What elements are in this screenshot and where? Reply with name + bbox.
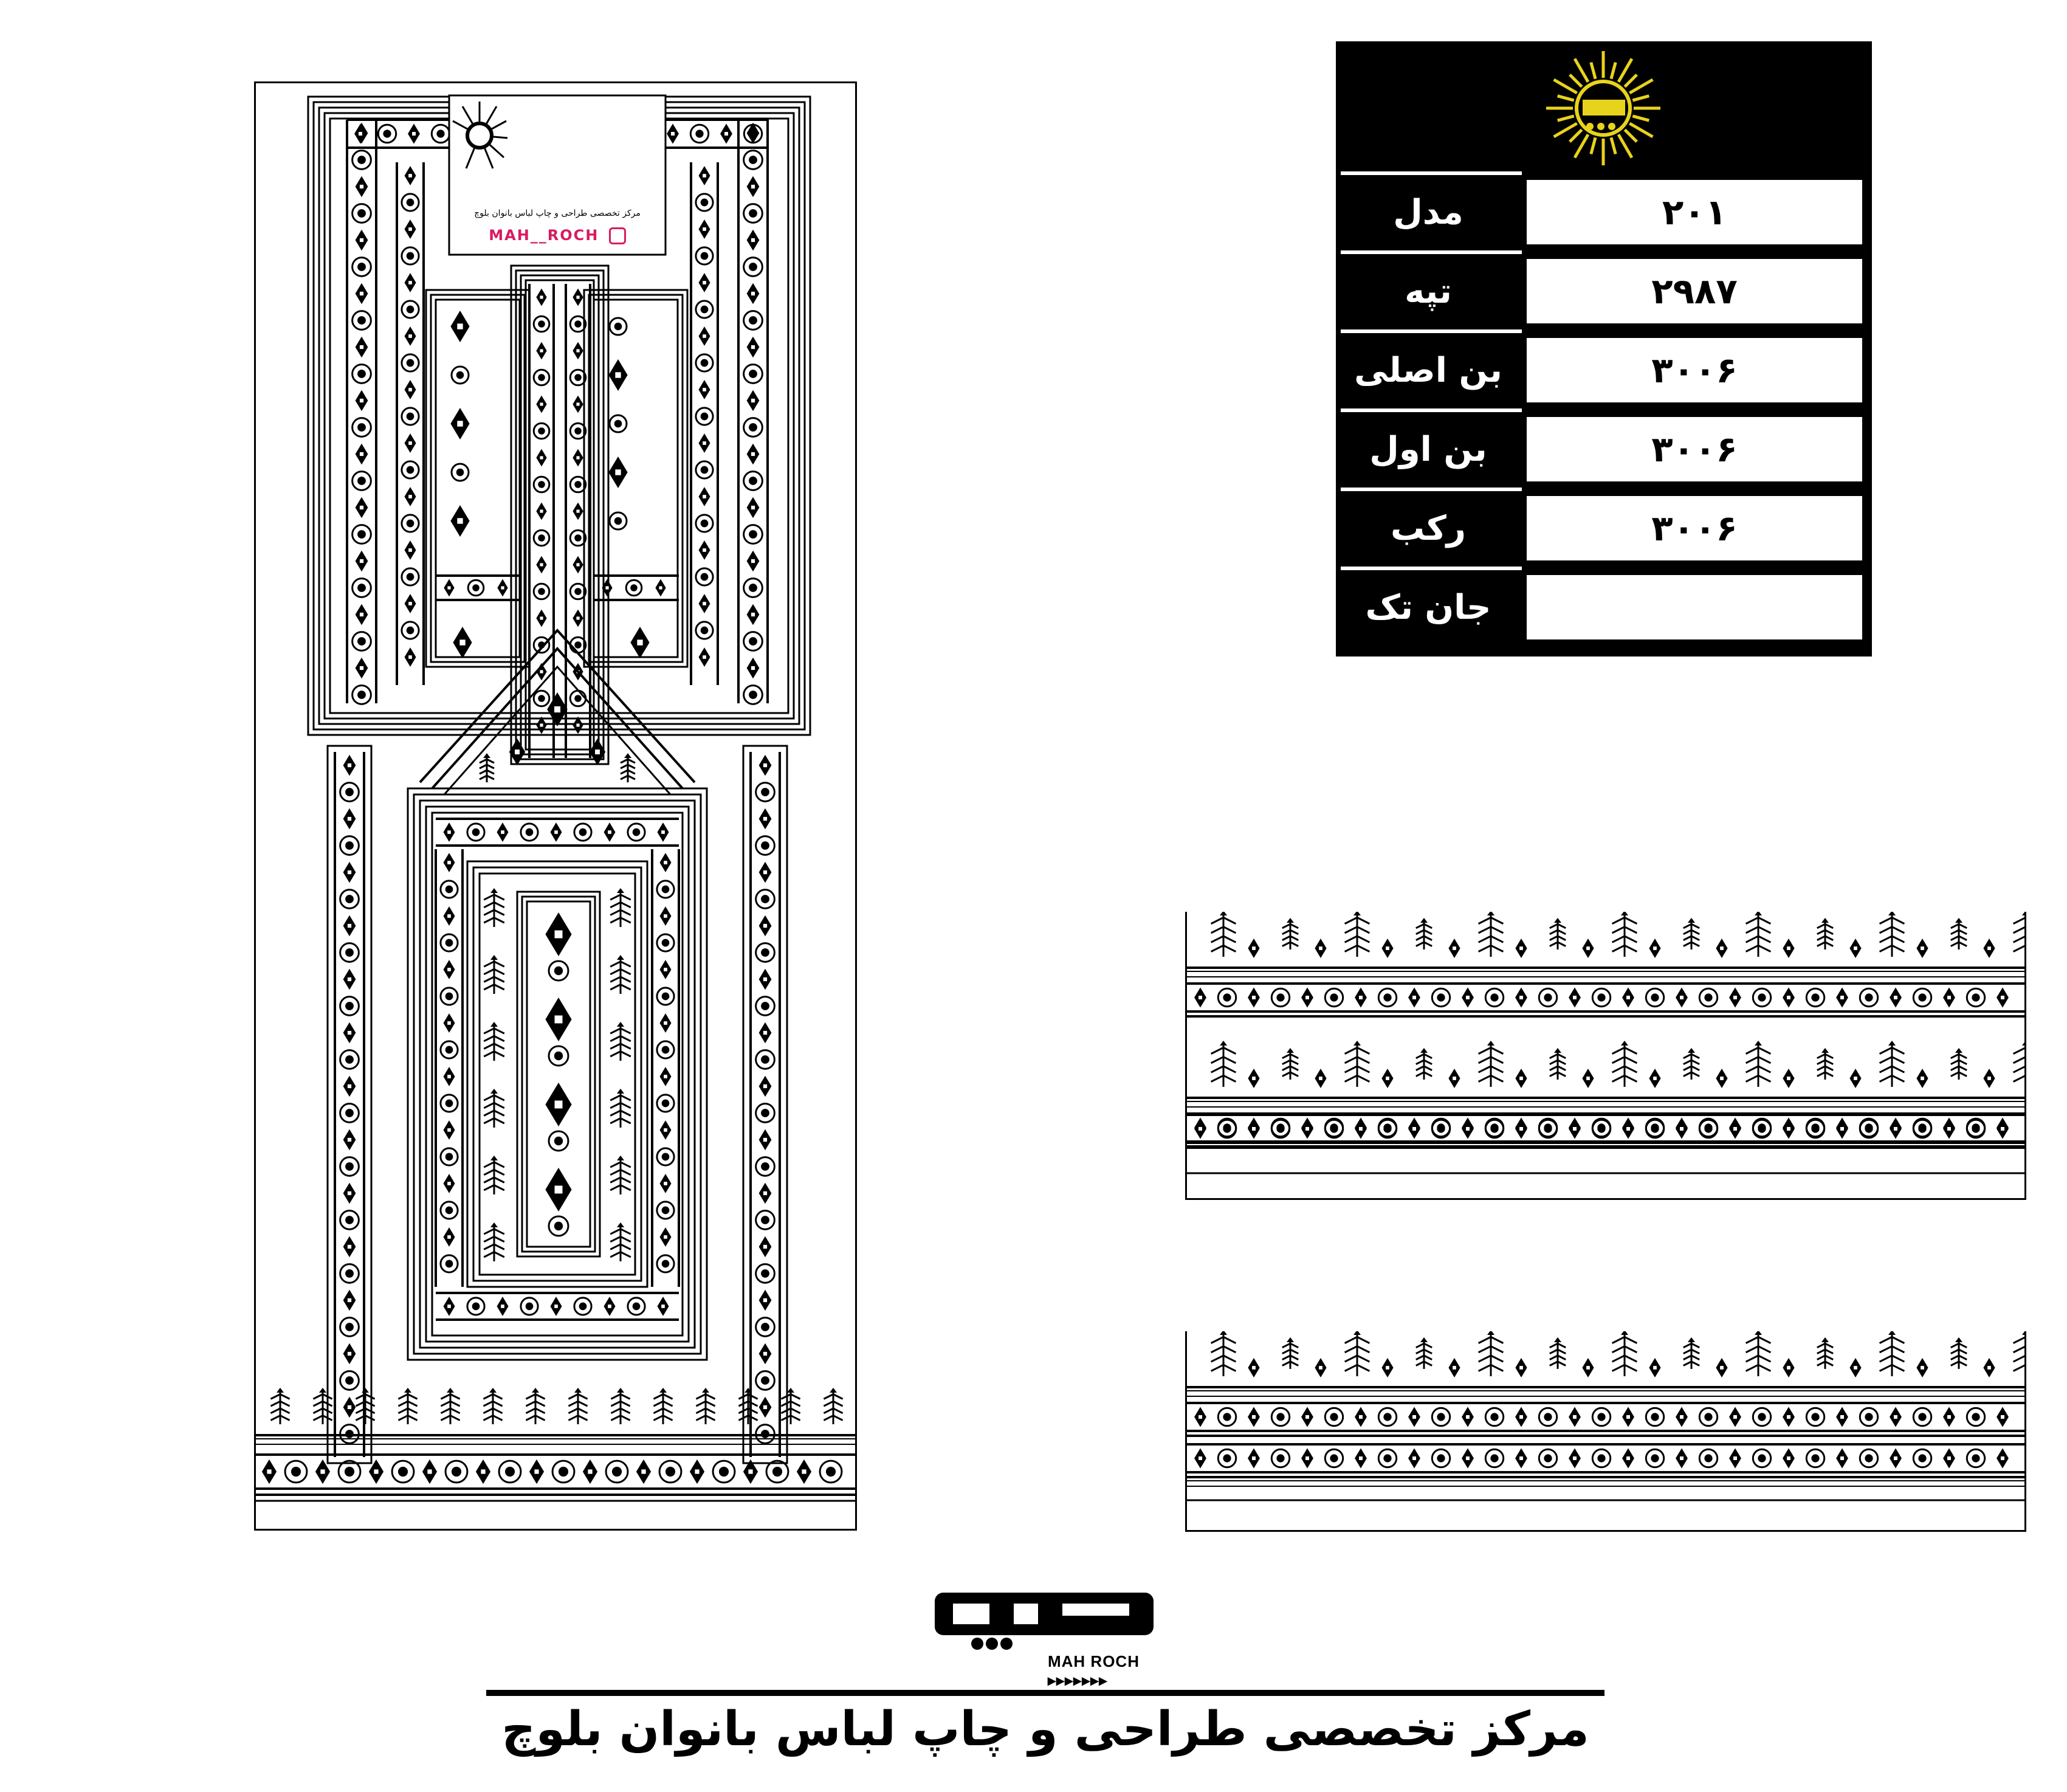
spec-divider [1341,567,1522,570]
spec-divider [1341,329,1522,333]
embroidery-pattern [256,83,857,1531]
spec-divider [1341,488,1522,491]
spec-divider [1341,250,1522,254]
footer-brand-logo [917,1587,1172,1689]
sun-logo-icon [450,99,509,184]
instagram-handle-text: MAH__ROCH [489,227,599,244]
footer-divider [486,1690,1604,1696]
spec-value [1527,575,1862,639]
instagram-icon [609,227,626,244]
spec-label: تپه [1341,255,1516,327]
spec-label: بن اول [1341,413,1516,485]
spec-label: رکب [1341,492,1516,564]
spec-value: ۳۰۰۶ [1527,338,1862,402]
spec-row [1341,334,1867,406]
border-pattern-single [1187,1331,2026,1532]
panel-contact-text: مرکز تخصصی طراحی و چاپ لباس بانوان بلوچ [474,208,641,218]
border-strip-single [1185,1331,2026,1532]
instagram-handle [450,227,664,244]
spec-value: ۲۹۸۷ [1527,259,1862,323]
dress-pattern-panel [254,81,857,1531]
spec-divider [1341,408,1522,412]
spec-label: مدل [1341,176,1516,248]
footer-title: مرکز تخصصی طراحی و چاپ لباس بانوان بلوچ [501,1702,1589,1757]
spec-value: ۳۰۰۶ [1527,417,1862,481]
spec-label: جان تک [1341,571,1516,643]
footer-logo-latin-name: MAH ROCH [1048,1652,1140,1670]
spec-table [1336,41,1872,656]
spec-row [1341,571,1867,643]
spec-row [1341,413,1867,485]
footer-logo-latin [1048,1652,1172,1690]
footer-logo-arrows: ▸▸▸▸▸▸▸ [1048,1671,1108,1689]
spec-row [1341,492,1867,564]
panel-brand-box [450,99,664,252]
spec-label: بن اصلی [1341,334,1516,406]
spec-row [1341,176,1867,248]
spec-row [1341,255,1867,327]
spec-divider [1341,171,1522,175]
brand-sun-logo-icon [1543,47,1664,169]
footer-logo-icon [917,1587,1172,1653]
spec-value: ۲۰۱ [1527,180,1862,244]
border-strip-double [1185,912,2026,1200]
border-pattern-double [1187,912,2026,1200]
spec-value: ۳۰۰۶ [1527,496,1862,560]
